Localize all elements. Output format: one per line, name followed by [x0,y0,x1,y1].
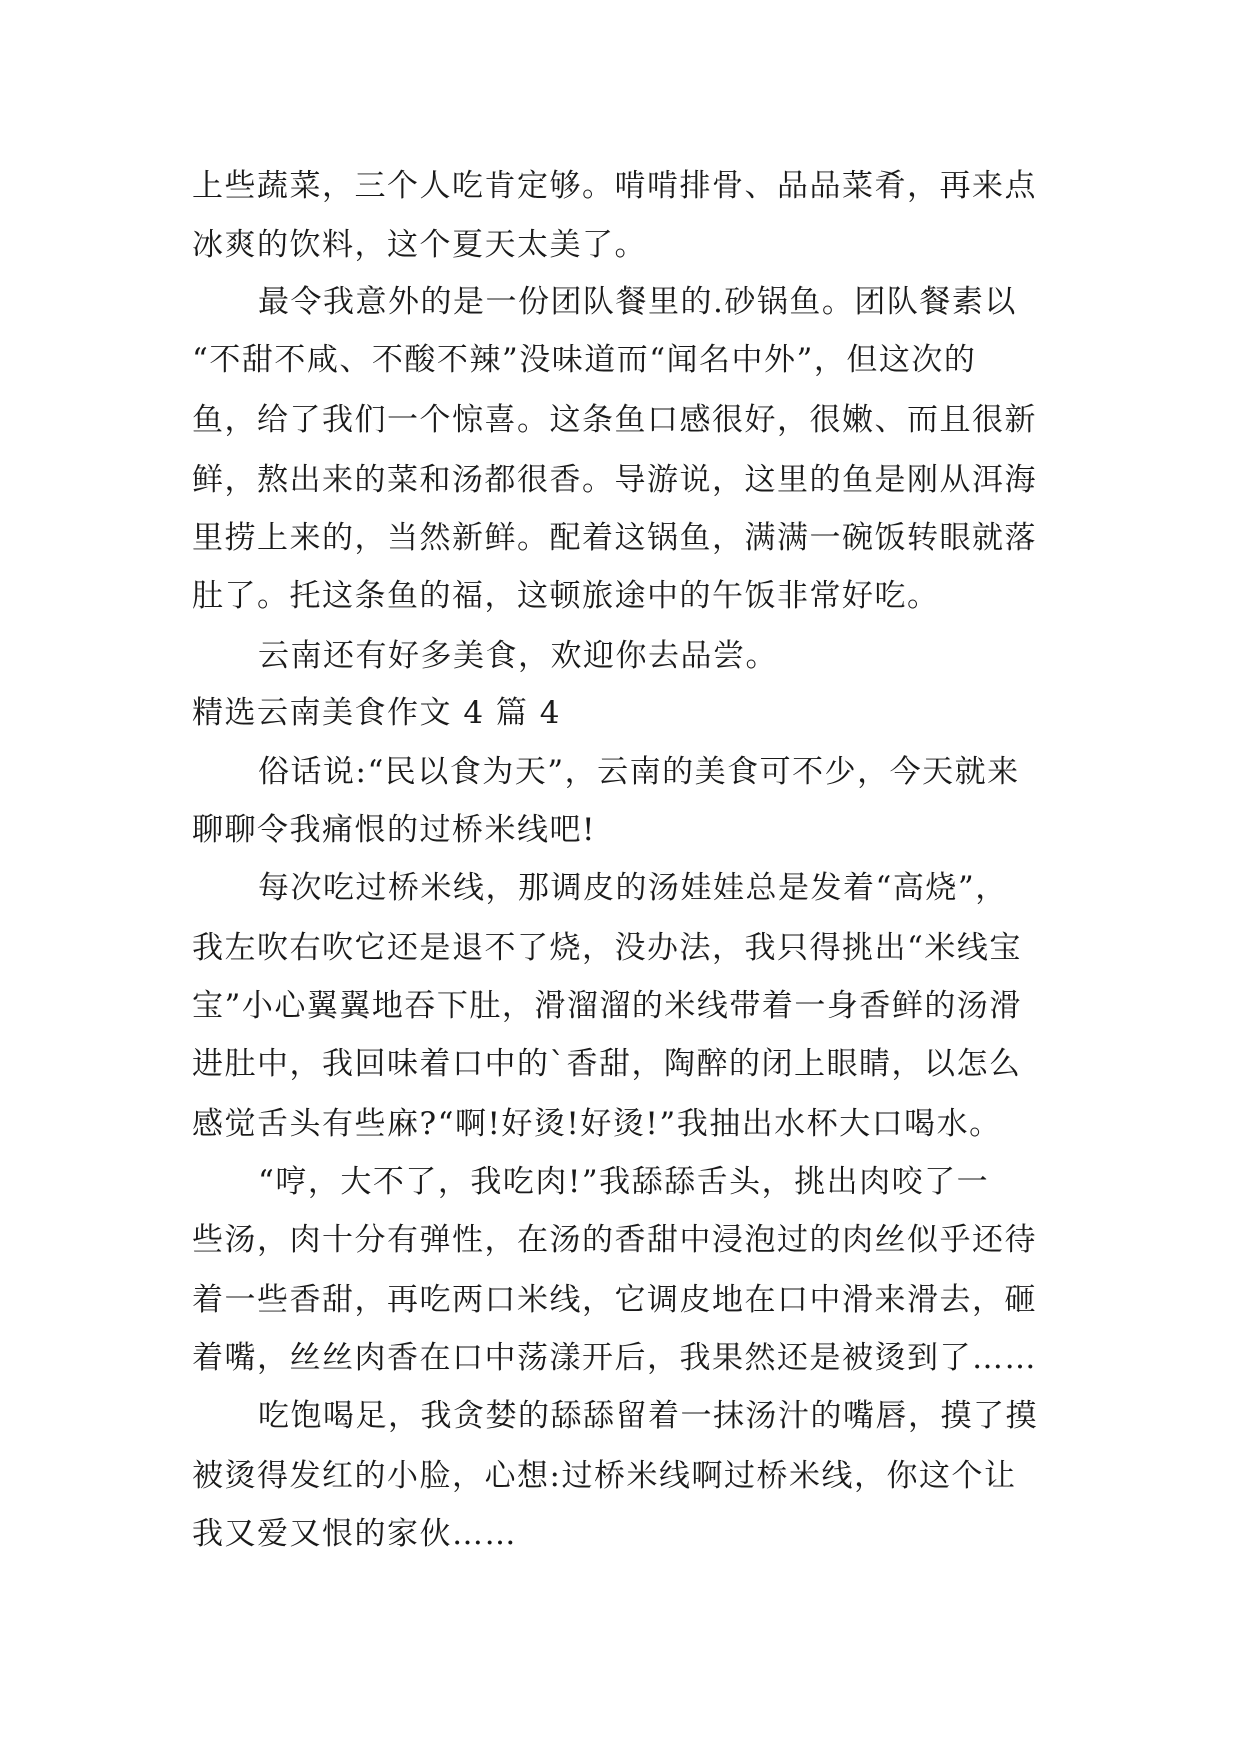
paragraph-first-line: 俗话说:“民以食为天”，云南的美食可不少，今天就来 [258,754,1020,790]
paragraph-first-line: 云南还有好多美食，欢迎你去品尝。 [258,638,778,674]
text-line: 上些蔬菜，三个人吃肯定够。啃啃排骨、品品菜肴，再来点 [192,168,1037,204]
text-line: 聊聊令我痛恨的过桥米线吧! [192,812,596,848]
text-line: 冰爽的饮料，这个夏天太美了。 [192,227,647,263]
paragraph-first-line: 吃饱喝足，我贪婪的舔舔留着一抹汤汁的嘴唇，摸了摸 [258,1398,1038,1434]
section-heading: 精选云南美食作文 4 篇 4 [192,695,562,731]
text-line: 进肚中，我回味着口中的`香甜，陶醉的闭上眼睛，以怎么 [192,1046,1022,1082]
text-line: 些汤，肉十分有弹性，在汤的香甜中浸泡过的肉丝似乎还待 [192,1222,1037,1258]
text-line: 鲜，熬出来的菜和汤都很香。导游说，这里的鱼是刚从洱海 [192,462,1037,498]
text-line: 着一些香甜，再吃两口米线，它调皮地在口中滑来滑去，砸 [192,1282,1037,1318]
text-line: 宝”小心翼翼地吞下肚，滑溜溜的米线带着一身香鲜的汤滑 [192,988,1022,1024]
text-line: 里捞上来的，当然新鲜。配着这锅鱼，满满一碗饭转眼就落 [192,520,1037,556]
text-line: 被烫得发红的小脸，心想:过桥米线啊过桥米线，你这个让 [192,1458,1017,1494]
text-line: 肚了。托这条鱼的福，这顿旅途中的午饭非常好吃。 [192,578,940,614]
paragraph-first-line: 每次吃过桥米线，那调皮的汤娃娃总是发着“高烧”， [258,870,1008,906]
text-line: 感觉舌头有些麻?“啊!好烫!好烫!”我抽出水杯大口喝水。 [192,1106,1002,1142]
text-line: 我左吹右吹它还是退不了烧，没办法，我只得挑出“米线宝 [192,930,1022,966]
text-line: 着嘴，丝丝肉香在口中荡漾开后，我果然还是被烫到了…… [192,1340,1037,1376]
text-line: 我又爱又恨的家伙…… [192,1516,517,1552]
paragraph-first-line: “哼，大不了，我吃肉!”我舔舔舌头，挑出肉咬了一 [258,1164,990,1200]
text-line: “不甜不咸、不酸不辣”没味道而“闻名中外”，但这次的 [192,342,977,378]
text-line: 鱼，给了我们一个惊喜。这条鱼口感很好，很嫩、而且很新 [192,402,1037,438]
paragraph-first-line: 最令我意外的是一份团队餐里的.砂锅鱼。团队餐素以 [258,284,1017,320]
